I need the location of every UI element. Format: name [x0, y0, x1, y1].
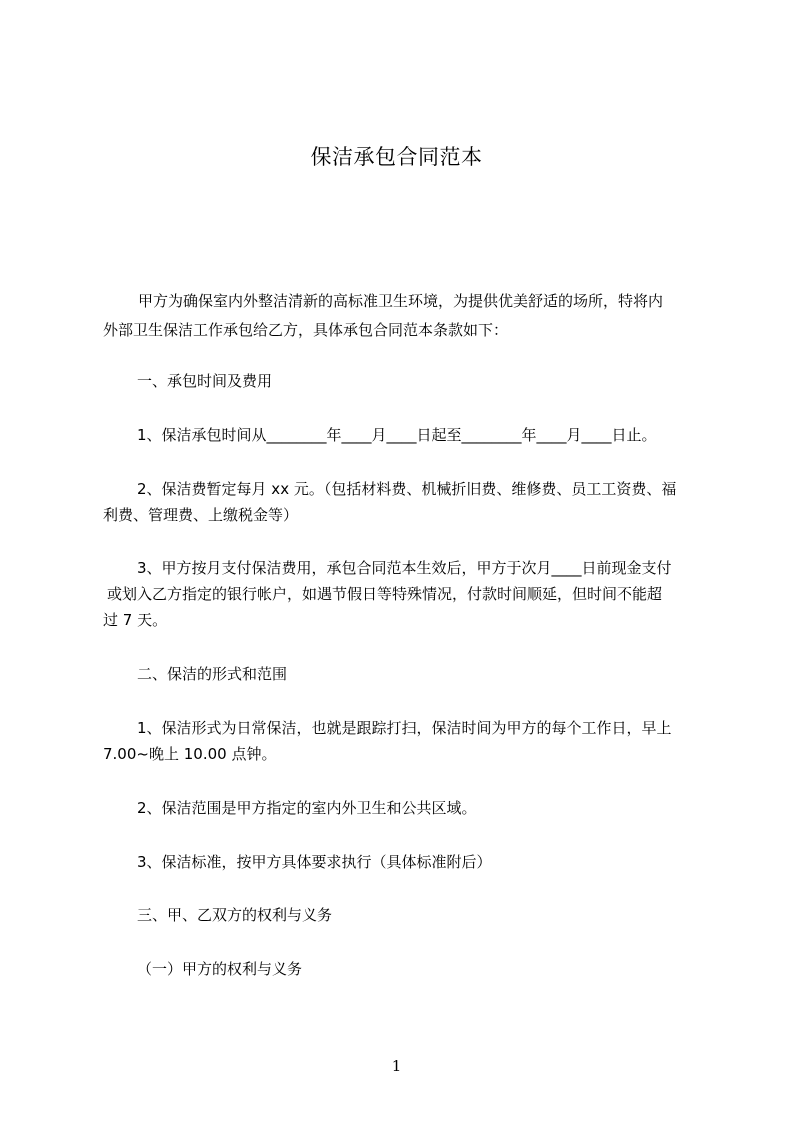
section-1-item-2-line-2: 利费、管理费、上缴税金等）: [103, 506, 299, 524]
section-1-item-3-line-3: 过 7 天。: [103, 611, 168, 629]
section-1-item-2-line-1: 2、保洁费暂定每月 xx 元。（包括材料费、机械折旧费、维修费、员工工资费、福: [137, 480, 677, 498]
section-2-item-1-line-1: 1、保洁形式为日常保洁，也就是跟踪打扫，保洁时间为甲方的每个工作日，早上: [137, 719, 672, 737]
section-3-heading: 三、甲、乙双方的权利与义务: [137, 906, 333, 924]
section-1-item-3-line-1: 3、甲方按月支付保洁费用，承包合同范本生效后，甲方于次月____日前现金支付: [137, 559, 672, 577]
intro-line-2: 外部卫生保洁工作承包给乙方，具体承包合同范本条款如下：: [103, 321, 509, 339]
page-number: 1: [391, 1057, 402, 1075]
section-2-item-2: 2、保洁范围是甲方指定的室内外卫生和公共区域。: [137, 799, 477, 817]
intro-line-1: 甲方为确保室内外整洁清新的高标准卫生环境，为提供优美舒适的场所，特将内: [138, 292, 664, 310]
section-2-item-3: 3、保洁标准，按甲方具体要求执行（具体标准附后）: [137, 853, 492, 871]
section-2-heading: 二、保洁的形式和范围: [137, 665, 288, 683]
section-2-item-1-line-2: 7.00~晚上 10.00 点钟。: [103, 745, 277, 763]
section-1-heading: 一、承包时间及费用: [137, 372, 273, 390]
document-title: 保洁承包合同范本: [310, 145, 483, 169]
section-1-item-3-line-2: 或划入乙方指定的银行帐户，如遇节假日等特殊情况，付款时间顺延，但时间不能超: [107, 585, 663, 603]
section-3-sub-heading-1: （一）甲方的权利与义务: [137, 960, 303, 978]
section-1-item-1: 1、保洁承包时间从________年____月____日起至________年____月____日止。: [137, 426, 657, 444]
